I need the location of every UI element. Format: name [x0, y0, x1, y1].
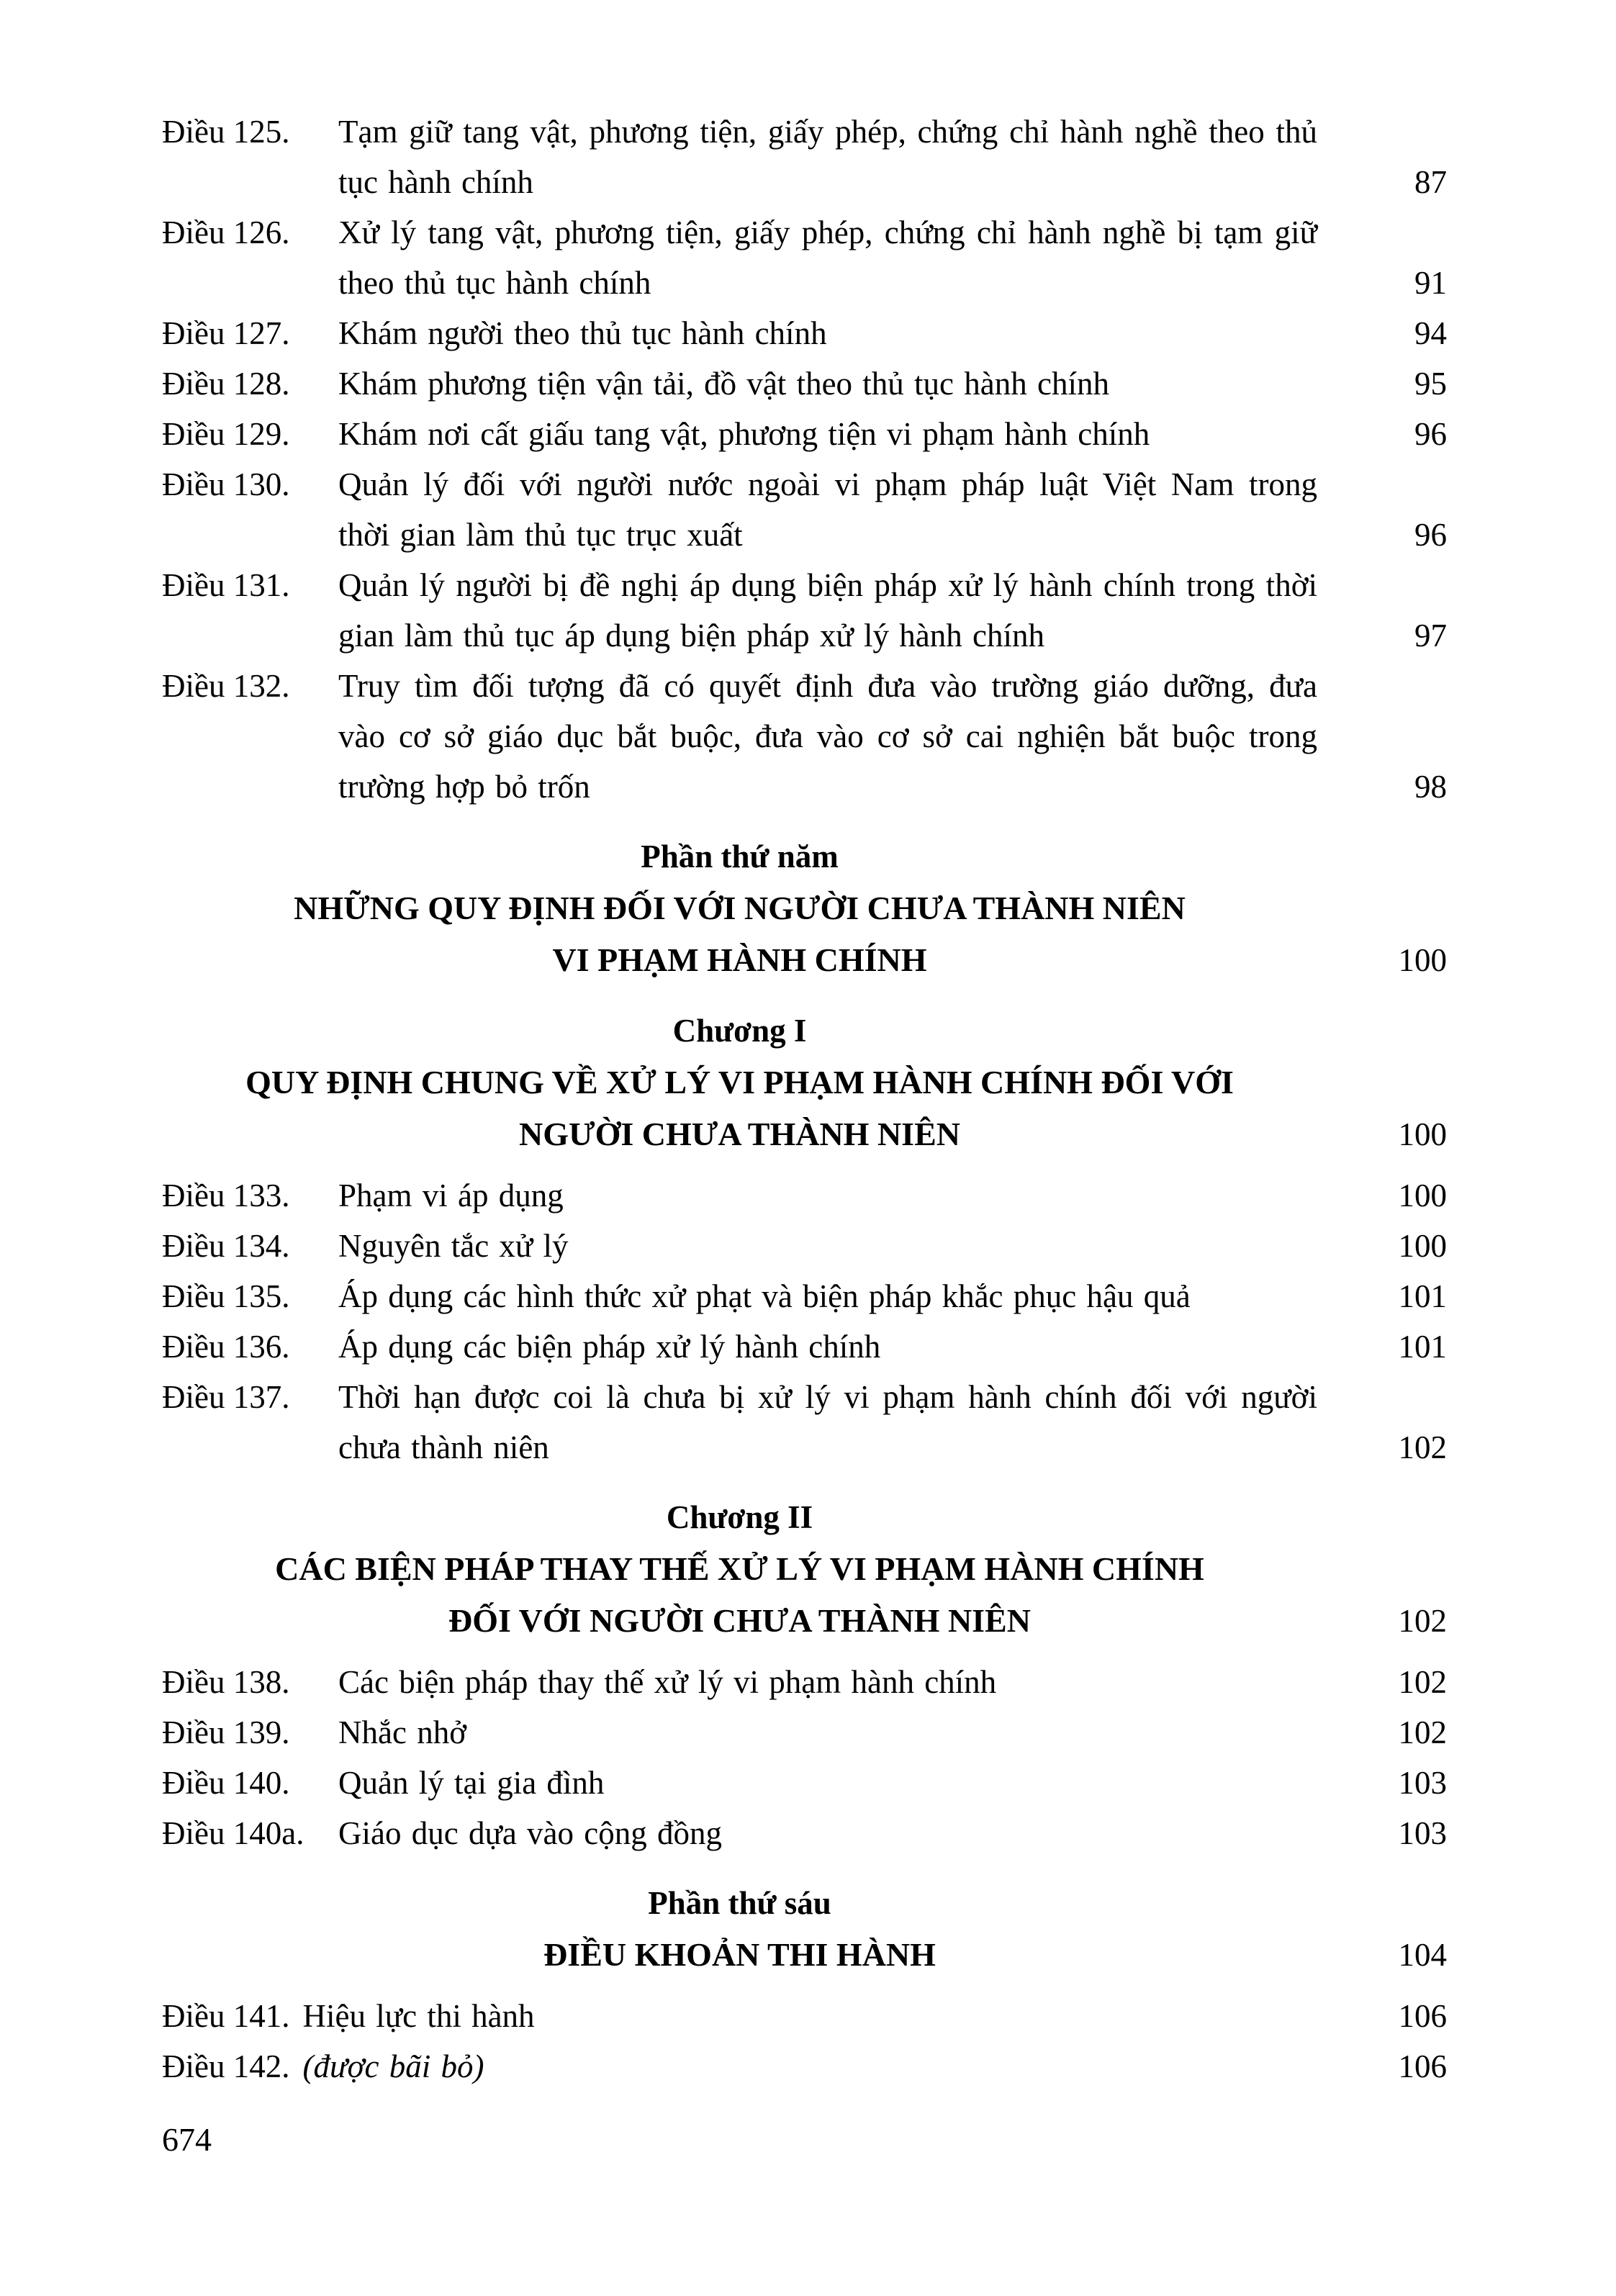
toc-entry-title: Nhắc nhở [338, 1714, 466, 1750]
page-footer-number: 674 [162, 2121, 212, 2158]
part-heading [162, 831, 1317, 882]
toc-entry-title: Phạm vi áp dụng [338, 1178, 564, 1213]
part-heading [162, 1491, 1317, 1543]
toc-entry-page: 102 [1398, 1429, 1447, 1465]
heading-line: ĐỐI VỚI NGƯỜI CHƯA THÀNH NIÊN [448, 1602, 1031, 1639]
toc-entry-title: Các biện pháp thay thế xử lý vi phạm hành chính [338, 1664, 997, 1700]
toc-entry-page: 103 [1398, 1815, 1447, 1851]
toc-entry-page: 98 [1414, 769, 1447, 805]
heading-page: 102 [1398, 1603, 1447, 1639]
toc-entry-label: Điều 129. [162, 416, 290, 452]
toc-entry-title: Áp dụng các hình thức xử phạt và biện pháp khắc phục hậu quả [338, 1278, 1191, 1314]
heading-page: 100 [1398, 1116, 1447, 1152]
toc-entry-page: 101 [1398, 1278, 1447, 1314]
toc-entry-page: 97 [1414, 618, 1447, 654]
toc-entry-title: Khám phương tiện vận tải, đồ vật theo thủ tục hành chính [338, 366, 1109, 402]
toc-entry-page: 106 [1398, 2048, 1447, 2084]
toc-list [162, 107, 1447, 2092]
toc-entry-page: 100 [1398, 1228, 1447, 1264]
toc-entry-label: Điều 128. [162, 366, 290, 402]
toc-entry-label: Điều 126. [162, 214, 290, 250]
toc-entry-page: 101 [1398, 1329, 1447, 1365]
part-heading [162, 1005, 1317, 1057]
toc-entry-page: 100 [1398, 1178, 1447, 1213]
toc-entry-label: Điều 140. [162, 1765, 290, 1801]
toc-entry [162, 409, 1447, 459]
toc-entry [162, 1758, 1447, 1808]
toc-entry-title: Tạm giữ tang vật, phương tiện, giấy phép, chứng chỉ hành nghề theo thủ tục hành chính [338, 114, 1317, 200]
toc-entry-label: Điều 135. [162, 1278, 290, 1314]
toc-entry-label: Điều 133. [162, 1178, 290, 1213]
part-heading [162, 1877, 1317, 1929]
heading-line: Chương II [666, 1499, 813, 1535]
chapter-heading [162, 1057, 1447, 1160]
toc-entry [162, 1657, 1447, 1707]
heading-line: VI PHẠM HÀNH CHÍNH [552, 941, 927, 978]
toc-entry-label: Điều 131. [162, 567, 290, 603]
toc-entry-page: 91 [1414, 265, 1447, 301]
toc-entry-title: Quản lý đối với người nước ngoài vi phạm pháp luật Việt Nam trong thời gian làm thủ tục trục xuất [338, 466, 1317, 553]
toc-entry [162, 2041, 1447, 2092]
toc-entry-label: Điều 142. [162, 2048, 290, 2084]
toc-entry-title: Xử lý tang vật, phương tiện, giấy phép, chứng chỉ hành nghề bị tạm giữ theo thủ tục hành chính [338, 214, 1317, 301]
toc-entry-page: 96 [1414, 416, 1447, 452]
toc-entry [162, 1991, 1447, 2041]
toc-entry-title: Áp dụng các biện pháp xử lý hành chính [338, 1329, 881, 1365]
toc-entry-page: 106 [1398, 1998, 1447, 2034]
toc-entry-label: Điều 125. [162, 114, 290, 150]
toc-entry-title: Khám nơi cất giấu tang vật, phương tiện vi phạm hành chính [338, 416, 1150, 452]
toc-entry-label: Điều 136. [162, 1329, 290, 1365]
toc-entry-page: 94 [1414, 315, 1447, 351]
heading-line: Phần thứ năm [641, 839, 839, 874]
chapter-heading [162, 882, 1447, 986]
toc-entry-title: (được bãi bỏ) [302, 2048, 484, 2084]
toc-entry-page: 102 [1398, 1664, 1447, 1700]
toc-entry-title: Nguyên tắc xử lý [338, 1228, 569, 1264]
toc-entry-label: Điều 127. [162, 315, 290, 351]
heading-line: Phần thứ sáu [648, 1885, 831, 1921]
toc-entry [162, 1170, 1447, 1221]
toc-entry [162, 1321, 1447, 1372]
toc-entry-page: 95 [1414, 366, 1447, 402]
toc-entry [162, 1372, 1447, 1473]
toc-entry-title: Truy tìm đối tượng đã có quyết định đưa vào trường giáo dưỡng, đưa vào cơ sở giáo dục bắt buộc, đưa vào cơ sở cai nghiện bắt buộc trong trường hợp bỏ trốn [338, 668, 1317, 805]
toc-entry-page: 96 [1414, 517, 1447, 553]
toc-entry [162, 358, 1447, 409]
toc-entry-label: Điều 141. [162, 1998, 290, 2034]
toc-entry-label: Điều 132. [162, 668, 290, 704]
toc-entry [162, 1221, 1447, 1271]
toc-entry-label: Điều 139. [162, 1714, 290, 1750]
toc-entry-page: 87 [1414, 164, 1447, 200]
toc-entry-label: Điều 134. [162, 1228, 290, 1264]
toc-entry [162, 107, 1447, 207]
heading-line: QUY ĐỊNH CHUNG VỀ XỬ LÝ VI PHẠM HÀNH CHÍNH ĐỐI VỚI [245, 1064, 1234, 1100]
toc-entry [162, 459, 1447, 560]
toc-entry-title: Giáo dục dựa vào cộng đồng [338, 1815, 723, 1851]
toc-entry-label: Điều 130. [162, 466, 290, 502]
heading-line: NHỮNG QUY ĐỊNH ĐỐI VỚI NGƯỜI CHƯA THÀNH NIÊN [294, 890, 1186, 926]
toc-entry [162, 661, 1447, 812]
toc-entry [162, 1808, 1447, 1858]
toc-entry-title: Quản lý tại gia đình [338, 1765, 605, 1801]
heading-line: Chương I [672, 1013, 807, 1049]
toc-entry-title: Khám người theo thủ tục hành chính [338, 315, 827, 351]
toc-entry-label: Điều 137. [162, 1379, 290, 1415]
heading-line: CÁC BIỆN PHÁP THAY THẾ XỬ LÝ VI PHẠM HÀNH CHÍNH [275, 1550, 1204, 1587]
toc-entry-title: Thời hạn được coi là chưa bị xử lý vi phạm hành chính đối với người chưa thành niên [338, 1379, 1317, 1465]
toc-entry-label: Điều 138. [162, 1664, 290, 1700]
heading-line: ĐIỀU KHOẢN THI HÀNH [543, 1936, 936, 1973]
toc-entry-page: 103 [1398, 1765, 1447, 1801]
chapter-heading [162, 1929, 1447, 1981]
toc-entry [162, 207, 1447, 308]
toc-entry [162, 308, 1447, 358]
toc-entry-label: Điều 140a. [162, 1815, 304, 1851]
toc-entry-page: 102 [1398, 1714, 1447, 1750]
toc-entry [162, 1707, 1447, 1758]
chapter-heading [162, 1543, 1447, 1647]
toc-entry [162, 560, 1447, 661]
heading-line: NGƯỜI CHƯA THÀNH NIÊN [519, 1116, 960, 1152]
toc-entry [162, 1271, 1447, 1321]
toc-entry-title: Hiệu lực thi hành [302, 1998, 535, 2034]
toc-entry-title: Quản lý người bị đề nghị áp dụng biện pháp xử lý hành chính trong thời gian làm thủ tục áp dụng biện pháp xử lý hành chính [338, 567, 1317, 654]
heading-page: 100 [1398, 942, 1447, 978]
heading-page: 104 [1398, 1937, 1447, 1973]
